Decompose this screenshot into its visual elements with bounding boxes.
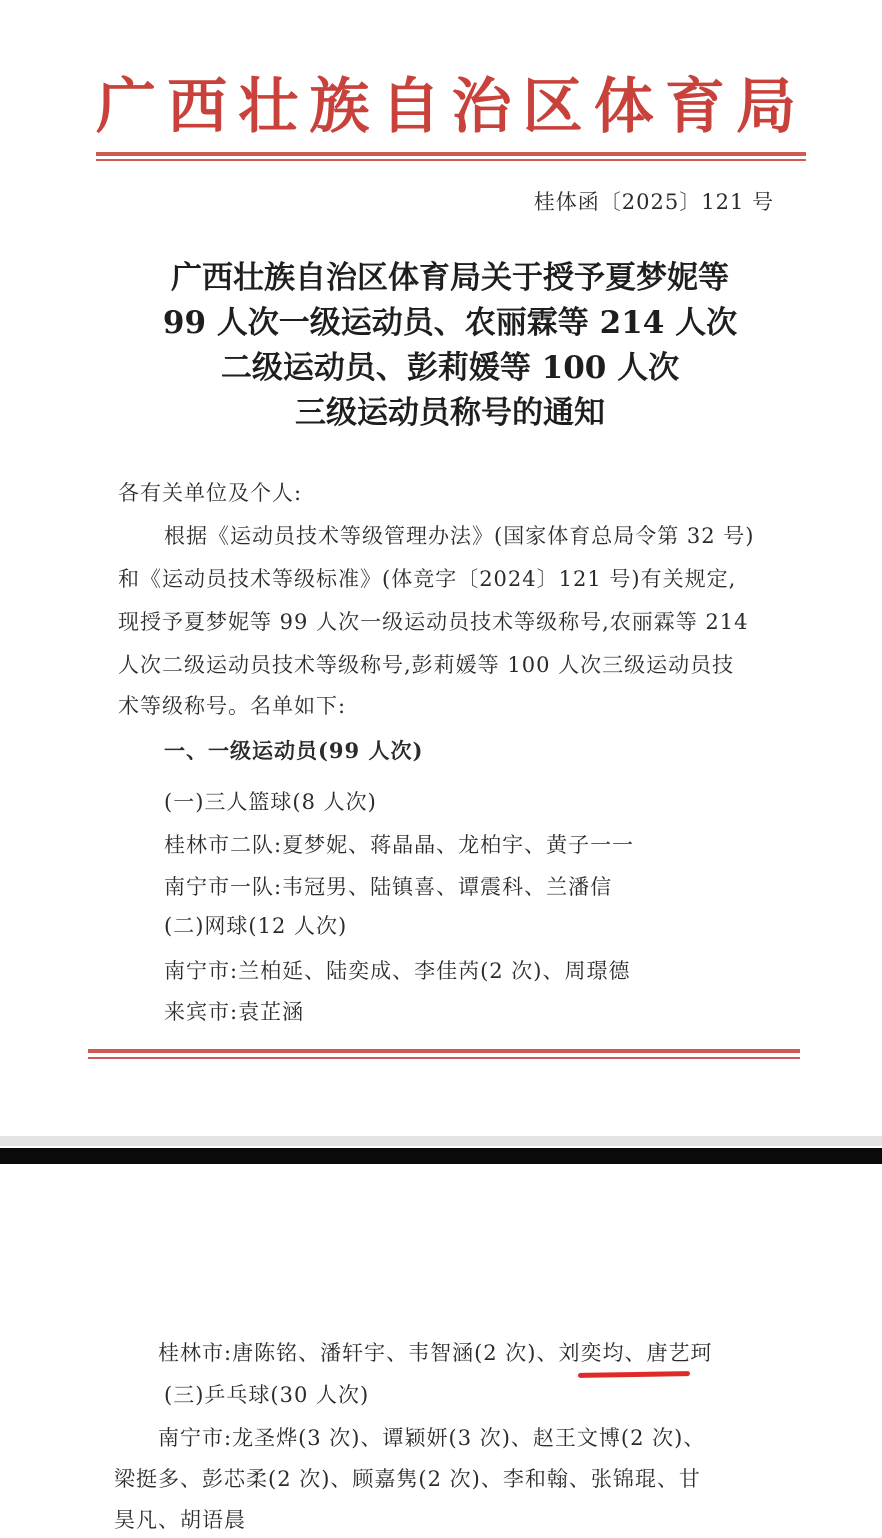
header-char: 自 [380,72,441,142]
roster-row: 南宁市:兰柏延、陆奕成、李佳芮(2 次)、周璟德 [164,959,631,983]
title-line: 99 人次一级运动员、农丽霖等 214 人次 [162,305,738,341]
page-separator [0,1148,882,1164]
header-char: 治 [451,72,512,142]
body-line: 术等级称号。名单如下: [118,694,347,718]
subsection-heading: (一)三人篮球(8 人次) [164,790,377,814]
roster-row: 桂林市二队:夏梦妮、蒋晶晶、龙柏宇、黄子一一 [164,833,635,857]
header-char: 壮 [238,72,299,142]
header-rule-thin [96,159,806,161]
body-line: 现授予夏梦妮等 99 人次一级运动员技术等级称号,农丽霖等 214 [118,610,749,634]
subsection-heading: (三)乒乓球(30 人次) [164,1383,370,1407]
footer-rule-thick [88,1049,800,1053]
subsection-heading: (二)网球(12 人次) [164,914,348,938]
document-number: 桂体函〔2025〕121 号 [533,190,774,214]
body-line: 人次二级运动员技术等级称号,彭莉媛等 100 人次三级运动员技 [118,653,735,677]
issuing-authority-header [96,62,796,142]
title-line: 二级运动员、彭莉媛等 100 人次 [220,350,680,386]
salutation: 各有关单位及个人: [118,481,303,505]
body-line: 根据《运动员技术等级管理办法》(国家体育总局令第 32 号) [164,524,755,548]
header-char: 局 [735,72,796,142]
header-char: 育 [664,72,725,142]
roster-row: 昊凡、胡语晨 [114,1508,246,1532]
header-char: 区 [522,72,583,142]
title-line: 广西壮族自治区体育局关于授予夏梦妮等 [171,260,729,296]
roster-row: 桂林市:唐陈铭、潘轩宇、韦智涵(2 次)、刘奕均、唐艺珂 [158,1341,713,1365]
header-char: 西 [167,72,228,142]
roster-row: 梁挺多、彭芯柔(2 次)、顾嘉隽(2 次)、李和翰、张锦琨、甘 [114,1467,701,1491]
roster-row: 南宁市:龙圣烨(3 次)、谭颖妍(3 次)、赵王文博(2 次)、 [158,1426,706,1450]
header-rule-thick [96,152,806,156]
header-char: 族 [309,72,370,142]
roster-row: 来宾市:袁芷涵 [164,1000,305,1024]
page-edge-shadow [0,1136,882,1146]
footer-rule-thin [88,1057,800,1059]
header-char: 体 [593,72,654,142]
title-line: 三级运动员称号的通知 [295,395,605,431]
roster-row: 南宁市一队:韦冠男、陆镇喜、谭震科、兰潘信 [164,875,613,899]
notice-title [110,256,790,436]
section-heading: 一、一级运动员(99 人次) [164,738,424,763]
body-line: 和《运动员技术等级标准》(体竞字〔2024〕121 号)有关规定, [118,567,737,591]
header-char: 广 [96,72,156,142]
